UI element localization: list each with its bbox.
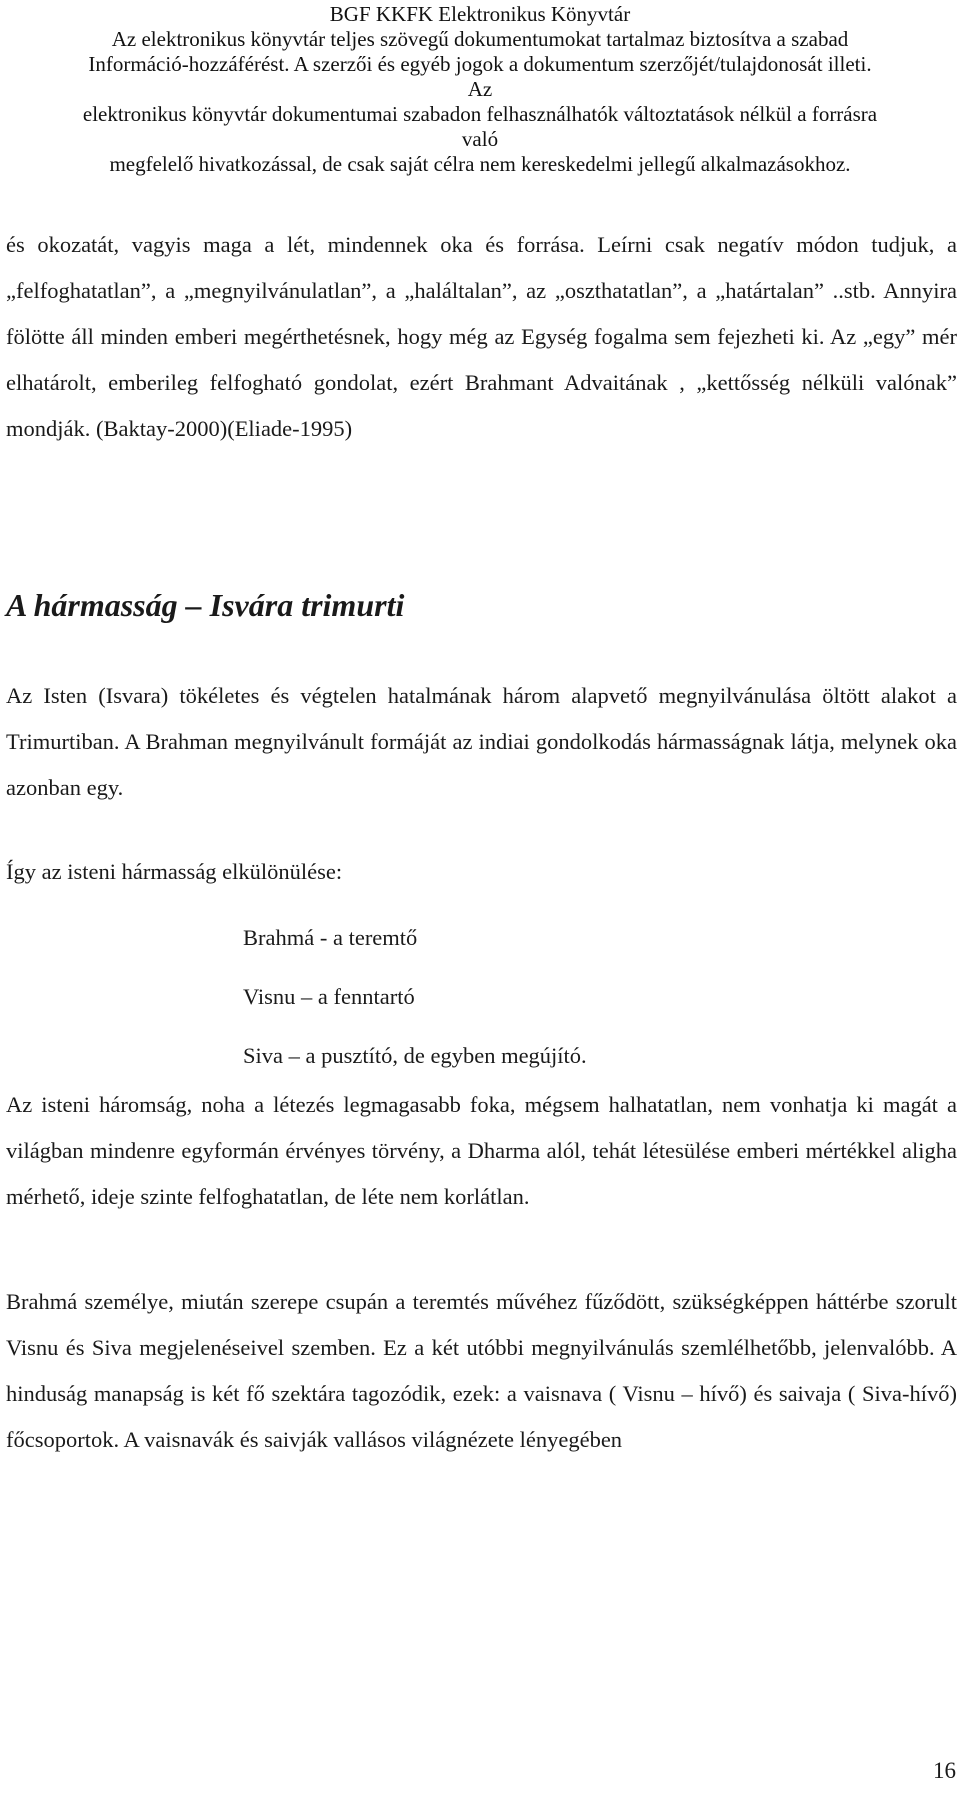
body-paragraph-3: Így az isteni hármasság elkülönülése:: [6, 859, 343, 884]
header-line: elektronikus könyvtár dokumentumai szabadon felhasználhatók változtatások nélkül a forrásra: [82, 102, 878, 126]
body-paragraph-5: Brahmá személye, miután szerepe csupán a teremtés művéhez fűződött, szükségképpen háttérbe szorult Visnu és Siva megjelenéseivel szemben. Ez a két utóbbi megnyilvánulás szemlélhetőbb, jelenvalóbb. A hinduság manapság is két fő szektára tagozódik, ezek: a vaisnava ( Visnu – hívő) és saivaja ( Siva-hívő) főcsoportok. A vaisnavák és saivják vallásos világnézete lényegében: [6, 1289, 957, 1452]
body-paragraph-1: és okozatát, vagyis maga a lét, mindennek oka és forrása. Leírni csak negatív módon tudjuk, a „felfoghatatlan”, a „megnyilvánulatlan”, a „haláltalan”, az „oszthatatlan”, a „határtalan” ..stb. Annyira fölötte áll minden emberi megérthetésnek, hogy még az Egység fogalma sem fejezheti ki. Az „egy” mér elhatárolt, emberileg felfogható gondolat, ezért Brahmant Advaitának , „kettősség nélküli valónak” mondják. (Baktay-2000)(Eliade-1995): [6, 232, 957, 441]
header-line: való: [461, 127, 499, 151]
trimurti-list: [243, 908, 587, 1085]
library-disclaimer-header: [0, 0, 960, 177]
header-line: Információ-hozzáférést. A szerzői és egyéb jogok a dokumentum szerzőjét/tulajdonosát illeti.: [88, 52, 872, 76]
section-heading: A hármasság – Isvára trimurti: [6, 587, 405, 623]
list-item: Brahmá - a teremtő: [243, 925, 418, 950]
header-line: BGF KKFK Elektronikus Könyvtár: [329, 2, 631, 26]
body-paragraph-4: Az isteni háromság, noha a létezés legmagasabb foka, mégsem halhatatlan, nem vonhatja ki magát a világban mindenre egyformán érvényes törvény, a Dharma alól, tehát létesülése emberi mértékkel aligha mérhető, ideje szinte felfoghatatlan, de léte nem korlátlan.: [6, 1092, 957, 1209]
header-line: Az: [467, 77, 493, 101]
header-line: megfelelő hivatkozással, de csak saját célra nem kereskedelmi jellegű alkalmazásokhoz.: [109, 152, 851, 176]
list-item: Siva – a pusztító, de egyben megújító.: [243, 1043, 587, 1068]
page-number: 16: [933, 1758, 956, 1783]
list-item: Visnu – a fenntartó: [243, 984, 415, 1009]
body-paragraph-2: Az Isten (Isvara) tökéletes és végtelen hatalmának három alapvető megnyilvánulása öltött alakot a Trimurtiban. A Brahman megnyilvánult formáját az indiai gondolkodás hármasságnak látja, melynek oka azonban egy.: [6, 683, 957, 800]
header-line: Az elektronikus könyvtár teljes szövegű dokumentumokat tartalmaz biztosítva a szabad: [111, 27, 849, 51]
